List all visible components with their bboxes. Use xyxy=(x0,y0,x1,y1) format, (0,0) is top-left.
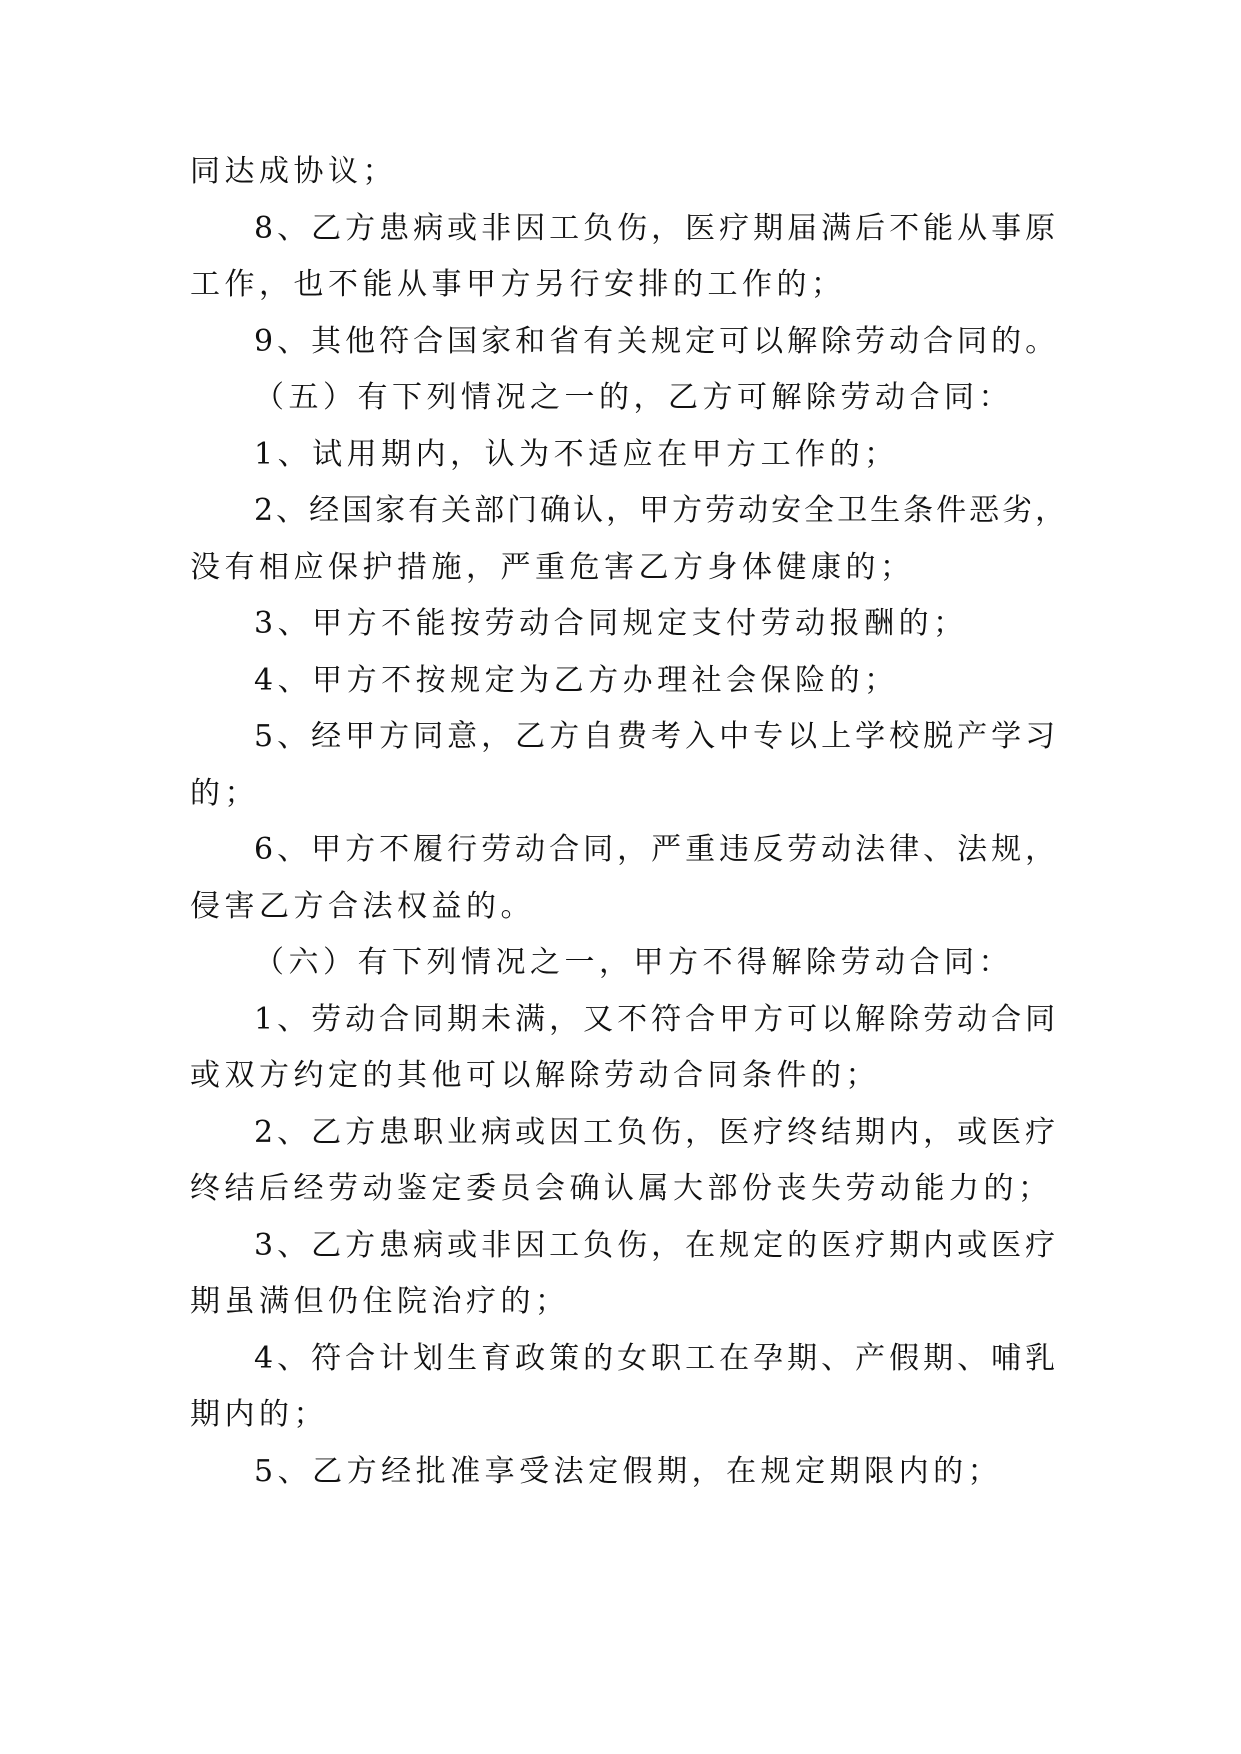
text-line: 8、乙方患病或非因工负伤，医疗期届满后不能从事原 xyxy=(254,211,1060,246)
text-line: 侵害乙方合法权益的。 xyxy=(190,889,535,924)
section-heading: （六）有下列情况之一，甲方不得解除劳动合同： xyxy=(254,945,1013,980)
text-line: 5、乙方经批准享受法定假期，在规定期限内的； xyxy=(254,1454,1003,1489)
text-line: 3、甲方不能按劳动合同规定支付劳动报酬的； xyxy=(254,606,968,641)
text-line: 终结后经劳动鉴定委员会确认属大部份丧失劳动能力的； xyxy=(190,1171,1053,1206)
text-line: 期内的； xyxy=(190,1397,328,1432)
text-line: 5、经甲方同意，乙方自费考入中专以上学校脱产学习 xyxy=(254,719,1060,754)
text-line: 的； xyxy=(190,776,259,811)
text-line: 期虽满但仍住院治疗的； xyxy=(190,1284,570,1319)
text-line: 2、乙方患职业病或因工负伤，医疗终结期内，或医疗 xyxy=(254,1115,1060,1150)
text-line: 4、符合计划生育政策的女职工在孕期、产假期、哺乳 xyxy=(254,1341,1060,1376)
text-line: 1、试用期内，认为不适应在甲方工作的； xyxy=(254,437,899,472)
text-line: 或双方约定的其他可以解除劳动合同条件的； xyxy=(190,1058,880,1093)
text-line: 1、劳动合同期未满，又不符合甲方可以解除劳动合同 xyxy=(254,1002,1060,1037)
text-line: 没有相应保护措施，严重危害乙方身体健康的； xyxy=(190,550,915,585)
text-line: 6、甲方不履行劳动合同，严重违反劳动法律、法规， xyxy=(254,832,1060,867)
text-line: 3、乙方患病或非因工负伤，在规定的医疗期内或医疗 xyxy=(254,1228,1060,1263)
text-line: 9、其他符合国家和省有关规定可以解除劳动合同的。 xyxy=(254,324,1060,359)
text-line: 2、经国家有关部门确认，甲方劳动安全卫生条件恶劣， xyxy=(254,493,1069,528)
text-line: 4、甲方不按规定为乙方办理社会保险的； xyxy=(254,663,899,698)
text-line: 工作，也不能从事甲方另行安排的工作的； xyxy=(190,267,846,302)
section-heading: （五）有下列情况之一的，乙方可解除劳动合同： xyxy=(254,380,1013,415)
text-line: 同达成协议； xyxy=(190,154,397,189)
